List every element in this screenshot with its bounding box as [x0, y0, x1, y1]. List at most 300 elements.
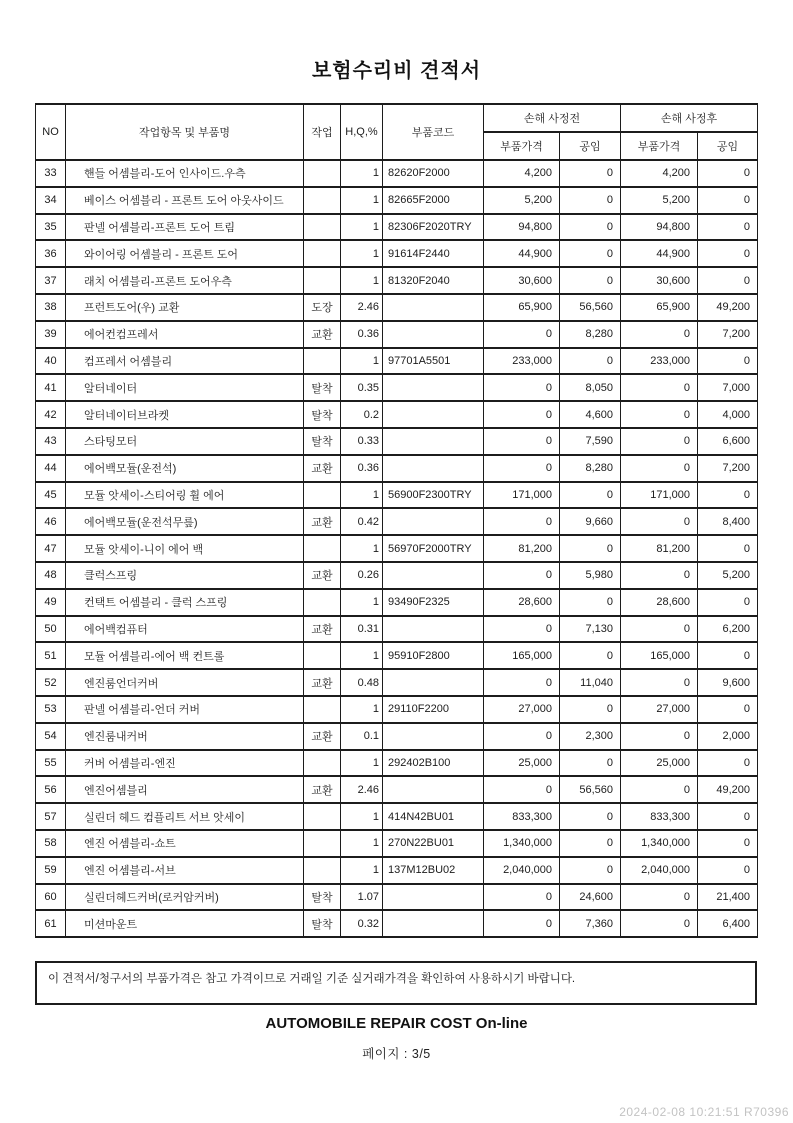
hq-value: 0.35: [341, 374, 383, 401]
table-row: [36, 401, 758, 428]
work-type: 교환: [304, 723, 341, 750]
table-row: [36, 160, 758, 187]
hq-value: 0.26: [341, 562, 383, 589]
hq-value: 1: [341, 750, 383, 777]
work-type: [304, 160, 341, 187]
part-code: 82306F2020TRY: [383, 214, 484, 241]
table-row: [36, 562, 758, 589]
item-name: 알터네이터브라켓: [66, 401, 304, 428]
header-row-1: [36, 104, 758, 132]
col-header-after-part-price: 부품가격: [621, 132, 698, 160]
row-no: 34: [36, 187, 66, 214]
table-row: [36, 267, 758, 294]
table-row: [36, 214, 758, 241]
part-code: [383, 669, 484, 696]
item-name: 베이스 어셈블리 - 프론트 도어 아웃사이드: [66, 187, 304, 214]
col-header-item: 작업항목 및 부품명: [66, 104, 304, 160]
item-name: 엔진룸언더커버: [66, 669, 304, 696]
part-code: 137M12BU02: [383, 857, 484, 884]
before-labor: 7,130: [560, 616, 621, 643]
row-no: 56: [36, 776, 66, 803]
hq-value: 0.1: [341, 723, 383, 750]
hq-value: 1: [341, 267, 383, 294]
hq-value: 1: [341, 482, 383, 509]
before-labor: 0: [560, 803, 621, 830]
item-name: 엔진 어셈블리-쇼트: [66, 830, 304, 857]
before-labor: 0: [560, 482, 621, 509]
item-name: 스타팅모터: [66, 428, 304, 455]
table-row: [36, 240, 758, 267]
before-labor: 0: [560, 696, 621, 723]
hq-value: 1: [341, 348, 383, 375]
part-code: 91614F2440: [383, 240, 484, 267]
before-part-price: 0: [484, 508, 560, 535]
table-row: [36, 642, 758, 669]
after-part-price: 0: [621, 562, 698, 589]
after-part-price: 27,000: [621, 696, 698, 723]
after-labor: 0: [698, 642, 758, 669]
before-part-price: 94,800: [484, 214, 560, 241]
row-no: 48: [36, 562, 66, 589]
after-part-price: 171,000: [621, 482, 698, 509]
row-no: 46: [36, 508, 66, 535]
item-name: 클럭스프링: [66, 562, 304, 589]
after-labor: 4,000: [698, 401, 758, 428]
table-row: [36, 830, 758, 857]
part-code: 82620F2000: [383, 160, 484, 187]
part-code: 93490F2325: [383, 589, 484, 616]
item-name: 에어백모듈(운전석무릎): [66, 508, 304, 535]
before-labor: 8,280: [560, 321, 621, 348]
item-name: 미션마운트: [66, 910, 304, 937]
before-labor: 56,560: [560, 294, 621, 321]
hq-value: 0.36: [341, 455, 383, 482]
before-part-price: 0: [484, 723, 560, 750]
before-labor: 56,560: [560, 776, 621, 803]
part-code: [383, 321, 484, 348]
table-row: [36, 321, 758, 348]
item-name: 모듈 앗세이-스티어링 휠 에어: [66, 482, 304, 509]
notice-text: 이 견적서/청구서의 부품가격은 참고 가격이므로 거래일 기준 실거래가격을 확인하여 사용하시기 바랍니다.: [48, 973, 576, 985]
before-part-price: 0: [484, 321, 560, 348]
work-type: [304, 830, 341, 857]
table-row: [36, 428, 758, 455]
part-code: 292402B100: [383, 750, 484, 777]
hq-value: 0.32: [341, 910, 383, 937]
after-part-price: 0: [621, 428, 698, 455]
before-labor: 0: [560, 160, 621, 187]
table-row: [36, 482, 758, 509]
print-timestamp: 2024-02-08 10:21:51 R70396: [619, 1105, 789, 1119]
after-part-price: 0: [621, 374, 698, 401]
table-row: [36, 723, 758, 750]
work-type: 교환: [304, 616, 341, 643]
after-part-price: 81,200: [621, 535, 698, 562]
item-name: 실린더헤드커버(로커암커버): [66, 884, 304, 911]
before-part-price: 44,900: [484, 240, 560, 267]
before-labor: 7,590: [560, 428, 621, 455]
hq-value: 1.07: [341, 884, 383, 911]
before-part-price: 0: [484, 884, 560, 911]
hq-value: 0.48: [341, 669, 383, 696]
after-labor: 0: [698, 187, 758, 214]
item-name: 판넬 어셈블리-프론트 도어 트림: [66, 214, 304, 241]
col-header-before-assessment: 손해 사정전: [484, 104, 621, 132]
before-part-price: 0: [484, 562, 560, 589]
part-code: [383, 723, 484, 750]
after-part-price: 65,900: [621, 294, 698, 321]
after-labor: 8,400: [698, 508, 758, 535]
before-part-price: 833,300: [484, 803, 560, 830]
item-name: 실린더 헤드 컴플리트 서브 앗세이: [66, 803, 304, 830]
hq-value: 0.33: [341, 428, 383, 455]
before-part-price: 0: [484, 910, 560, 937]
row-no: 36: [36, 240, 66, 267]
after-part-price: 0: [621, 776, 698, 803]
work-type: [304, 482, 341, 509]
before-labor: 0: [560, 750, 621, 777]
before-part-price: 65,900: [484, 294, 560, 321]
item-name: 엔진룸내커버: [66, 723, 304, 750]
col-header-before-labor: 공임: [560, 132, 621, 160]
table-row: [36, 696, 758, 723]
work-type: [304, 642, 341, 669]
col-header-part-code: 부품코드: [383, 104, 484, 160]
work-type: 탈착: [304, 401, 341, 428]
before-labor: 8,050: [560, 374, 621, 401]
work-type: [304, 187, 341, 214]
item-name: 프런트도어(우) 교환: [66, 294, 304, 321]
part-code: [383, 562, 484, 589]
after-part-price: 25,000: [621, 750, 698, 777]
work-type: [304, 214, 341, 241]
before-labor: 0: [560, 589, 621, 616]
after-part-price: 233,000: [621, 348, 698, 375]
after-part-price: 0: [621, 401, 698, 428]
hq-value: 0.42: [341, 508, 383, 535]
after-part-price: 44,900: [621, 240, 698, 267]
after-part-price: 0: [621, 321, 698, 348]
work-type: 교환: [304, 508, 341, 535]
col-header-hq: H,Q,%: [341, 104, 383, 160]
row-no: 38: [36, 294, 66, 321]
work-type: [304, 803, 341, 830]
after-labor: 0: [698, 535, 758, 562]
before-labor: 0: [560, 857, 621, 884]
hq-value: 0.2: [341, 401, 383, 428]
hq-value: 1: [341, 187, 383, 214]
part-code: [383, 455, 484, 482]
after-part-price: 4,200: [621, 160, 698, 187]
before-labor: 0: [560, 240, 621, 267]
hq-value: 0.31: [341, 616, 383, 643]
after-part-price: 0: [621, 455, 698, 482]
part-code: 29110F2200: [383, 696, 484, 723]
row-no: 45: [36, 482, 66, 509]
part-code: 97701A5501: [383, 348, 484, 375]
part-code: [383, 374, 484, 401]
hq-value: 1: [341, 857, 383, 884]
table-row: [36, 616, 758, 643]
row-no: 55: [36, 750, 66, 777]
work-type: 교환: [304, 455, 341, 482]
table-row: [36, 508, 758, 535]
before-part-price: 0: [484, 428, 560, 455]
item-name: 모듈 어셈블리-에어 백 컨트롤: [66, 642, 304, 669]
after-part-price: 0: [621, 616, 698, 643]
table-row: [36, 589, 758, 616]
part-code: 414N42BU01: [383, 803, 484, 830]
work-type: 교환: [304, 669, 341, 696]
table-row: [36, 374, 758, 401]
table-row: [36, 535, 758, 562]
before-part-price: 0: [484, 616, 560, 643]
after-labor: 0: [698, 857, 758, 884]
item-name: 커버 어셈블리-엔진: [66, 750, 304, 777]
part-code: [383, 401, 484, 428]
part-code: 270N22BU01: [383, 830, 484, 857]
row-no: 60: [36, 884, 66, 911]
table-row: [36, 750, 758, 777]
before-part-price: 0: [484, 401, 560, 428]
row-no: 39: [36, 321, 66, 348]
work-type: [304, 589, 341, 616]
after-labor: 5,200: [698, 562, 758, 589]
page-number: 페이지 : 3/5: [362, 1047, 431, 1061]
item-name: 에어백모듈(운전석): [66, 455, 304, 482]
table-row: [36, 455, 758, 482]
item-name: 컨택트 어셈블리 - 클럭 스프링: [66, 589, 304, 616]
item-name: 엔진어셈블리: [66, 776, 304, 803]
before-labor: 7,360: [560, 910, 621, 937]
row-no: 59: [36, 857, 66, 884]
after-part-price: 94,800: [621, 214, 698, 241]
after-labor: 21,400: [698, 884, 758, 911]
hq-value: 1: [341, 214, 383, 241]
row-no: 50: [36, 616, 66, 643]
table-row: [36, 803, 758, 830]
item-name: 에어백컴퓨터: [66, 616, 304, 643]
row-no: 47: [36, 535, 66, 562]
after-labor: 7,200: [698, 455, 758, 482]
work-type: 탈착: [304, 910, 341, 937]
estimate-table: [35, 103, 758, 938]
hq-value: 1: [341, 240, 383, 267]
before-part-price: 233,000: [484, 348, 560, 375]
after-part-price: 833,300: [621, 803, 698, 830]
work-type: [304, 750, 341, 777]
table-row: [36, 884, 758, 911]
before-labor: 9,660: [560, 508, 621, 535]
hq-value: 1: [341, 535, 383, 562]
item-name: 와이어링 어셈블리 - 프론트 도어: [66, 240, 304, 267]
work-type: [304, 240, 341, 267]
work-type: [304, 696, 341, 723]
table-row: [36, 776, 758, 803]
after-labor: 0: [698, 267, 758, 294]
before-labor: 0: [560, 348, 621, 375]
item-name: 컴프레서 어셈블리: [66, 348, 304, 375]
before-labor: 4,600: [560, 401, 621, 428]
part-code: [383, 294, 484, 321]
before-part-price: 0: [484, 374, 560, 401]
before-labor: 0: [560, 187, 621, 214]
item-name: 핸들 어셈블리-도어 인사이드.우측: [66, 160, 304, 187]
hq-value: 1: [341, 589, 383, 616]
work-type: 교환: [304, 776, 341, 803]
before-part-price: 1,340,000: [484, 830, 560, 857]
col-header-no: NO: [36, 104, 66, 160]
row-no: 41: [36, 374, 66, 401]
before-labor: 2,300: [560, 723, 621, 750]
before-part-price: 4,200: [484, 160, 560, 187]
work-type: 교환: [304, 321, 341, 348]
hq-value: 1: [341, 830, 383, 857]
after-labor: 0: [698, 160, 758, 187]
before-labor: 0: [560, 214, 621, 241]
row-no: 49: [36, 589, 66, 616]
part-code: 56970F2000TRY: [383, 535, 484, 562]
before-part-price: 165,000: [484, 642, 560, 669]
col-header-after-labor: 공임: [698, 132, 758, 160]
row-no: 40: [36, 348, 66, 375]
hq-value: 2.46: [341, 294, 383, 321]
after-labor: 0: [698, 750, 758, 777]
part-code: [383, 508, 484, 535]
hq-value: 2.46: [341, 776, 383, 803]
after-part-price: 1,340,000: [621, 830, 698, 857]
after-labor: 0: [698, 348, 758, 375]
document-title: 보험수리비 견적서: [311, 60, 482, 82]
after-labor: 0: [698, 589, 758, 616]
before-part-price: 81,200: [484, 535, 560, 562]
before-part-price: 30,600: [484, 267, 560, 294]
after-labor: 6,600: [698, 428, 758, 455]
row-no: 43: [36, 428, 66, 455]
before-labor: 5,980: [560, 562, 621, 589]
table-row: [36, 857, 758, 884]
before-labor: 0: [560, 267, 621, 294]
row-no: 57: [36, 803, 66, 830]
work-type: 탈착: [304, 428, 341, 455]
hq-value: 1: [341, 642, 383, 669]
hq-value: 1: [341, 696, 383, 723]
after-labor: 6,400: [698, 910, 758, 937]
before-part-price: 27,000: [484, 696, 560, 723]
row-no: 58: [36, 830, 66, 857]
part-code: [383, 884, 484, 911]
part-code: [383, 428, 484, 455]
after-labor: 7,200: [698, 321, 758, 348]
part-code: [383, 910, 484, 937]
work-type: 도장: [304, 294, 341, 321]
row-no: 51: [36, 642, 66, 669]
before-part-price: 2,040,000: [484, 857, 560, 884]
after-labor: 0: [698, 803, 758, 830]
part-code: 81320F2040: [383, 267, 484, 294]
after-part-price: 165,000: [621, 642, 698, 669]
after-labor: 0: [698, 696, 758, 723]
item-name: 에어컨컴프레서: [66, 321, 304, 348]
after-part-price: 0: [621, 910, 698, 937]
row-no: 52: [36, 669, 66, 696]
notice-box: [35, 961, 757, 1005]
before-labor: 24,600: [560, 884, 621, 911]
row-no: 53: [36, 696, 66, 723]
row-no: 33: [36, 160, 66, 187]
part-code: [383, 776, 484, 803]
work-type: 탈착: [304, 374, 341, 401]
estimate-table-body: [36, 160, 758, 937]
hq-value: 1: [341, 803, 383, 830]
work-type: 교환: [304, 562, 341, 589]
row-no: 42: [36, 401, 66, 428]
table-row: [36, 187, 758, 214]
table-row: [36, 348, 758, 375]
work-type: [304, 348, 341, 375]
before-labor: 0: [560, 535, 621, 562]
after-part-price: 0: [621, 669, 698, 696]
after-labor: 0: [698, 830, 758, 857]
work-type: [304, 267, 341, 294]
before-labor: 8,280: [560, 455, 621, 482]
row-no: 61: [36, 910, 66, 937]
row-no: 35: [36, 214, 66, 241]
col-header-work: 작업: [304, 104, 341, 160]
item-name: 래치 어셈블리-프론트 도어우측: [66, 267, 304, 294]
after-labor: 0: [698, 214, 758, 241]
footer-title: AUTOMOBILE REPAIR COST On-line: [265, 1015, 528, 1032]
after-labor: 0: [698, 482, 758, 509]
before-labor: 11,040: [560, 669, 621, 696]
after-part-price: 0: [621, 723, 698, 750]
item-name: 모듈 앗세이-니이 에어 백: [66, 535, 304, 562]
after-labor: 7,000: [698, 374, 758, 401]
work-type: [304, 857, 341, 884]
hq-value: 1: [341, 160, 383, 187]
before-part-price: 0: [484, 455, 560, 482]
row-no: 44: [36, 455, 66, 482]
work-type: 탈착: [304, 884, 341, 911]
before-labor: 0: [560, 830, 621, 857]
after-part-price: 0: [621, 884, 698, 911]
after-labor: 2,000: [698, 723, 758, 750]
row-no: 37: [36, 267, 66, 294]
part-code: 56900F2300TRY: [383, 482, 484, 509]
before-part-price: 5,200: [484, 187, 560, 214]
table-row: [36, 669, 758, 696]
item-name: 판넬 어셈블리-언더 커버: [66, 696, 304, 723]
part-code: 95910F2800: [383, 642, 484, 669]
before-labor: 0: [560, 642, 621, 669]
table-row: [36, 294, 758, 321]
col-header-before-part-price: 부품가격: [484, 132, 560, 160]
item-name: 엔진 어셈블리-서브: [66, 857, 304, 884]
table-header: [36, 104, 758, 160]
before-part-price: 171,000: [484, 482, 560, 509]
after-part-price: 0: [621, 508, 698, 535]
after-part-price: 5,200: [621, 187, 698, 214]
hq-value: 0.36: [341, 321, 383, 348]
after-part-price: 30,600: [621, 267, 698, 294]
table-row: [36, 910, 758, 937]
item-name: 알터네이터: [66, 374, 304, 401]
before-part-price: 28,600: [484, 589, 560, 616]
work-type: [304, 535, 341, 562]
after-part-price: 28,600: [621, 589, 698, 616]
after-labor: 49,200: [698, 776, 758, 803]
after-labor: 49,200: [698, 294, 758, 321]
